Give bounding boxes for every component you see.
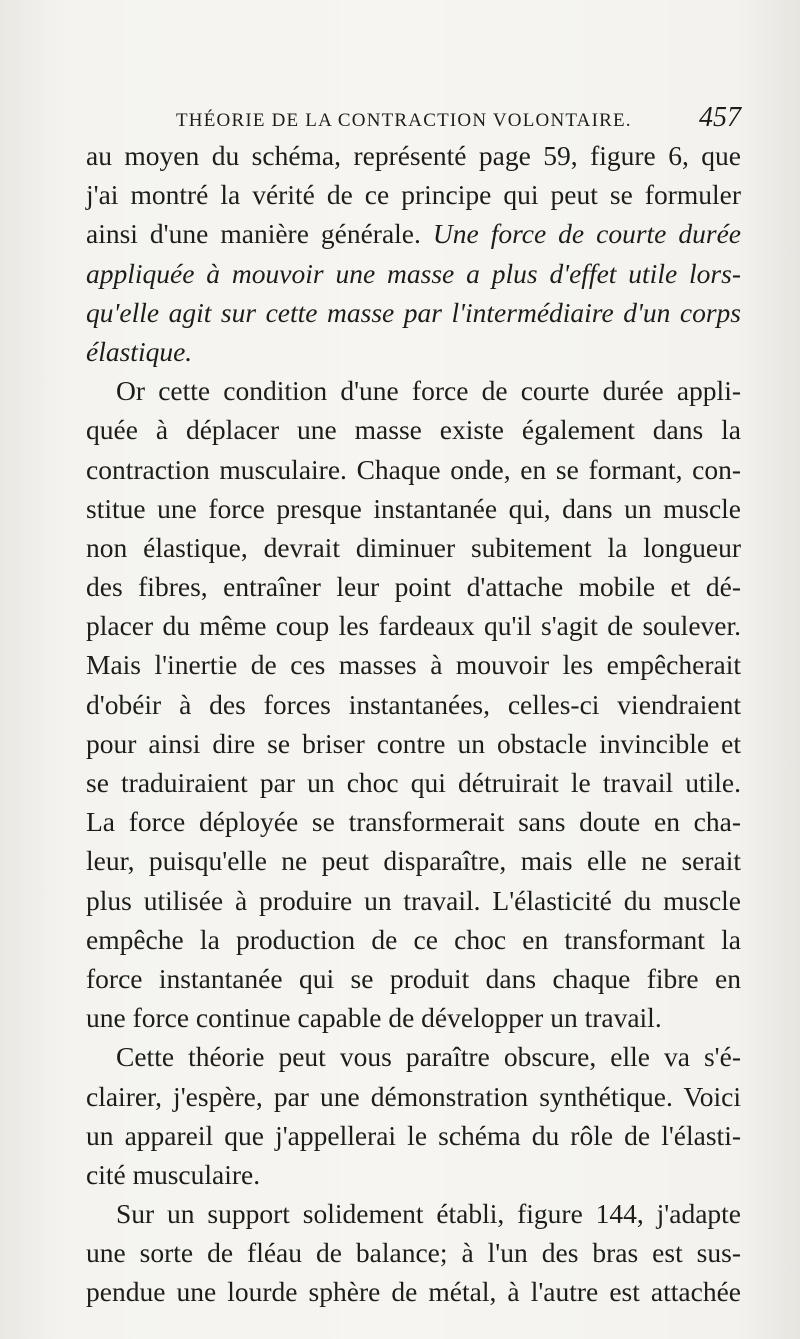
text-line: j'ai montré la vérité de ce principe qui peut se formuler (86, 179, 741, 211)
paragraph-first-line: Sur un support solidement établi, figure 144, j'adapte (116, 1198, 741, 1230)
paragraph-first-line: Or cette condition d'une force de courte durée appli- (116, 375, 741, 407)
text-line: élastique. (86, 335, 193, 367)
text-line: d'obéir à des forces instantanées, celles-ci viendraient (86, 688, 741, 720)
text-line: pour ainsi dire se briser contre un obstacle invincible et (86, 727, 741, 759)
text-line: placer du même coup les fardeaux qu'il s'agit de soulever. (86, 610, 741, 642)
running-title: THÉORIE DE LA CONTRACTION VOLONTAIRE. (176, 110, 632, 131)
text-line (86, 214, 741, 253)
text-line: non élastique, devrait diminuer subitement la longueur (86, 531, 741, 563)
text-line: un appareil que j'appellerai le schéma du rôle de l'élasti- (86, 1119, 741, 1151)
text-line: au moyen du schéma, représenté page 59, figure 6, que (86, 140, 741, 171)
text-line: leur, puisqu'elle ne peut disparaître, mais elle ne serait (86, 845, 741, 877)
text-line: force instantanée qui se produit dans chaque fibre en (86, 962, 741, 994)
text-line: empêche la production de ce choc en transformant la (86, 923, 741, 955)
page-number: 457 (699, 102, 741, 133)
text-line: plus utilisée à produire un travail. L'élasticité du muscle (86, 884, 741, 916)
text-line: La force déployée se transformerait sans doute en cha- (86, 806, 741, 838)
text-line: une force continue capable de développer un travail. (86, 1002, 662, 1034)
text-line: Mais l'inertie de ces masses à mouvoir les empêcherait (86, 649, 741, 681)
text-line: quée à déplacer une masse existe également dans la (86, 414, 741, 446)
text-line: stitue une force presque instantanée qui, dans un muscle (86, 492, 741, 524)
text-line: cité musculaire. (86, 1158, 261, 1190)
text-line: qu'elle agit sur cette masse par l'intermédiaire d'un corps (86, 296, 741, 328)
text-line: se traduiraient par un choc qui détruirait le travail utile. (86, 767, 741, 798)
italic-segment: Une force de courte durée (432, 218, 741, 250)
text-line: contraction musculaire. Chaque onde, en se formant, con- (86, 453, 741, 485)
body-text (86, 136, 741, 1312)
text-line: pendue une lourde sphère de métal, à l'autre est attachée (86, 1276, 741, 1308)
text-line: une sorte de fléau de balance; à l'un des bras est sus- (86, 1237, 741, 1269)
text-line: des fibres, entraîner leur point d'attache mobile et dé- (86, 571, 741, 603)
text-line: clairer, j'espère, par une démonstration synthétique. Voici (86, 1080, 741, 1112)
paragraph-first-line: Cette théorie peut vous paraître obscure, elle va s'é- (116, 1041, 741, 1073)
text-line: appliquée à mouvoir une masse a plus d'effet utile lors- (86, 257, 741, 289)
text-segment: ainsi d'une manière générale. (86, 218, 421, 250)
